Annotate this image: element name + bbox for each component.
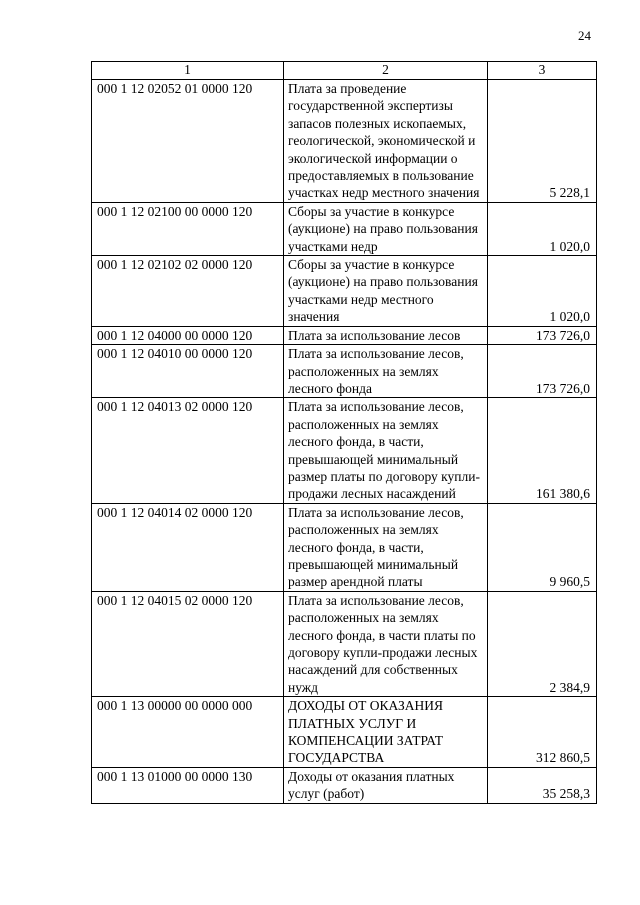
amount-cell: 35 258,3	[488, 767, 597, 803]
table-row	[92, 398, 597, 503]
amount-cell: 161 380,6	[488, 398, 597, 503]
revenue-name-cell: Доходы от оказания платных услуг (работ)	[284, 767, 488, 803]
column-header-code: 1	[92, 62, 284, 80]
table-row	[92, 503, 597, 591]
revenue-name-cell: Сборы за участие в конкурсе (аукционе) на право пользования участками недр	[284, 202, 488, 255]
budget-code-cell: 000 1 13 01000 00 0000 130	[92, 767, 284, 803]
table-row	[92, 697, 597, 768]
budget-code-cell: 000 1 12 04010 00 0000 120	[92, 345, 284, 398]
page-number: 24	[578, 28, 591, 43]
amount-cell: 312 860,5	[488, 697, 597, 768]
revenue-name-cell: Плата за использование лесов	[284, 326, 488, 344]
budget-code-cell: 000 1 13 00000 00 0000 000	[92, 697, 284, 768]
revenue-name-cell: Плата за использование лесов, расположенных на землях лесного фонда, в части платы по договору купли-продажи лесных насаждений для собственных нужд	[284, 591, 488, 696]
table-row	[92, 345, 597, 398]
budget-code-cell: 000 1 12 04013 02 0000 120	[92, 398, 284, 503]
column-header-sum: 3	[488, 62, 597, 80]
table-row	[92, 591, 597, 696]
budget-code-cell: 000 1 12 02052 01 0000 120	[92, 80, 284, 203]
table-row	[92, 767, 597, 803]
budget-code-cell: 000 1 12 04014 02 0000 120	[92, 503, 284, 591]
amount-cell: 173 726,0	[488, 345, 597, 398]
budget-revenue-table	[91, 61, 597, 804]
amount-cell: 2 384,9	[488, 591, 597, 696]
column-header-name: 2	[284, 62, 488, 80]
budget-code-cell: 000 1 12 04015 02 0000 120	[92, 591, 284, 696]
revenue-name-cell: Плата за проведение государственной экспертизы запасов полезных ископаемых, геологической, экономической и экологической информации о предоставляемых в пользование участках недр местного значения	[284, 80, 488, 203]
budget-code-cell: 000 1 12 04000 00 0000 120	[92, 326, 284, 344]
amount-cell: 1 020,0	[488, 256, 597, 327]
revenue-name-cell: Плата за использование лесов, расположенных на землях лесного фонда	[284, 345, 488, 398]
budget-code-cell: 000 1 12 02102 02 0000 120	[92, 256, 284, 327]
table-header-row	[92, 62, 597, 80]
revenue-name-cell: Плата за использование лесов, расположенных на землях лесного фонда, в части, превышающей минимальный размер арендной платы	[284, 503, 488, 591]
table-row	[92, 256, 597, 327]
revenue-name-cell: Сборы за участие в конкурсе (аукционе) на право пользования участками недр местного значения	[284, 256, 488, 327]
amount-cell: 5 228,1	[488, 80, 597, 203]
revenue-name-cell: Плата за использование лесов, расположенных на землях лесного фонда, в части, превышающей минимальный размер платы по договору купли-продажи лесных насаждений	[284, 398, 488, 503]
table-row	[92, 80, 597, 203]
amount-cell: 173 726,0	[488, 326, 597, 344]
table-row	[92, 326, 597, 344]
table-row	[92, 202, 597, 255]
budget-code-cell: 000 1 12 02100 00 0000 120	[92, 202, 284, 255]
amount-cell: 1 020,0	[488, 202, 597, 255]
revenue-name-cell: ДОХОДЫ ОТ ОКАЗАНИЯ ПЛАТНЫХ УСЛУГ И КОМПЕНСАЦИИ ЗАТРАТ ГОСУДАРСТВА	[284, 697, 488, 768]
amount-cell: 9 960,5	[488, 503, 597, 591]
